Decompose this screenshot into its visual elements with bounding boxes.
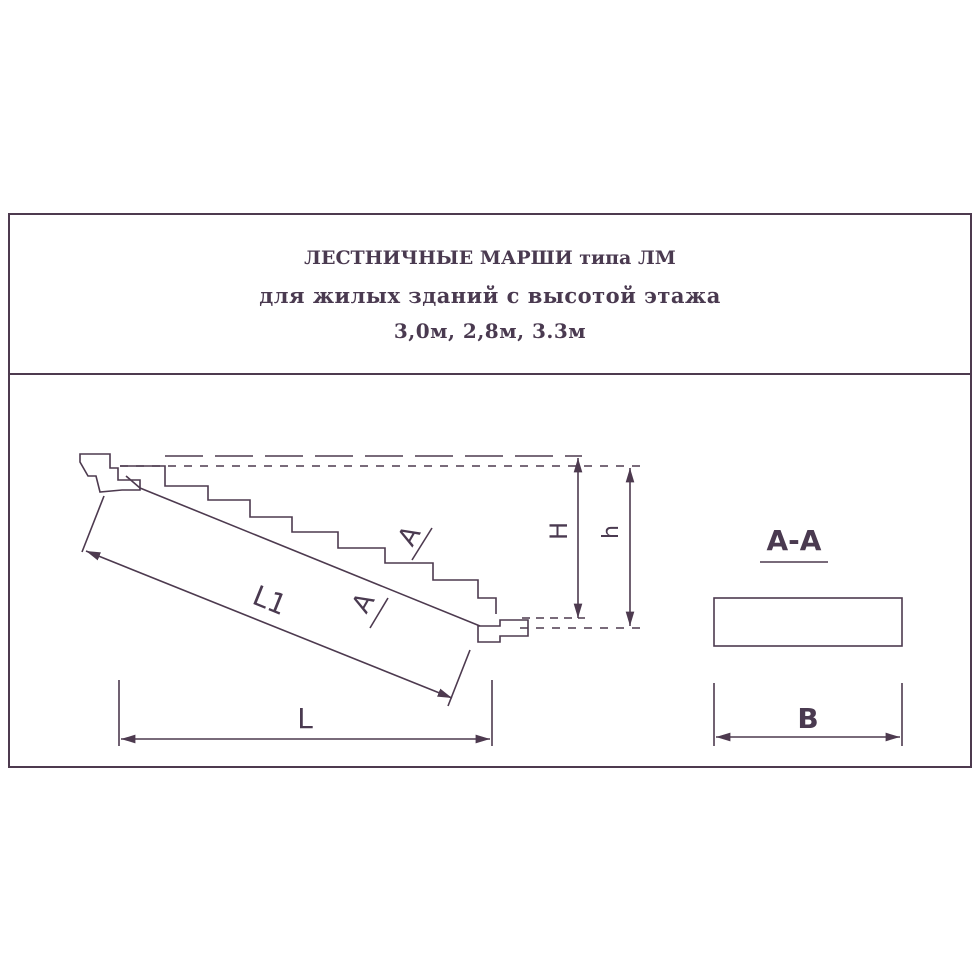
section-a-upper-label: A — [392, 520, 428, 552]
l-label: L — [297, 702, 313, 735]
title-line-1: ЛЕСТНИЧНЫЕ МАРШИ типа ЛМ — [304, 247, 676, 269]
h-lower-label: h — [599, 525, 624, 539]
title-line-2: для жилых зданий с высотой этажа — [259, 283, 721, 308]
l1-label: L1 — [248, 578, 292, 623]
title-line-3: 3,0м, 2,8м, 3.3м — [393, 319, 587, 343]
b-label: B — [797, 702, 819, 735]
section-a-lower-label: A — [346, 587, 382, 619]
stair-soffit-line — [140, 488, 480, 626]
l1-extension-left — [82, 496, 104, 552]
lower-landing-support — [478, 620, 528, 642]
stair-soffit-inner — [126, 476, 140, 488]
section-title: A-A — [766, 524, 822, 557]
stair-steps-profile — [120, 466, 496, 614]
h-upper-label: H — [545, 521, 573, 541]
upper-landing-support — [80, 454, 140, 492]
l1-dimension-line — [86, 551, 452, 698]
section-rectangle — [714, 598, 902, 646]
